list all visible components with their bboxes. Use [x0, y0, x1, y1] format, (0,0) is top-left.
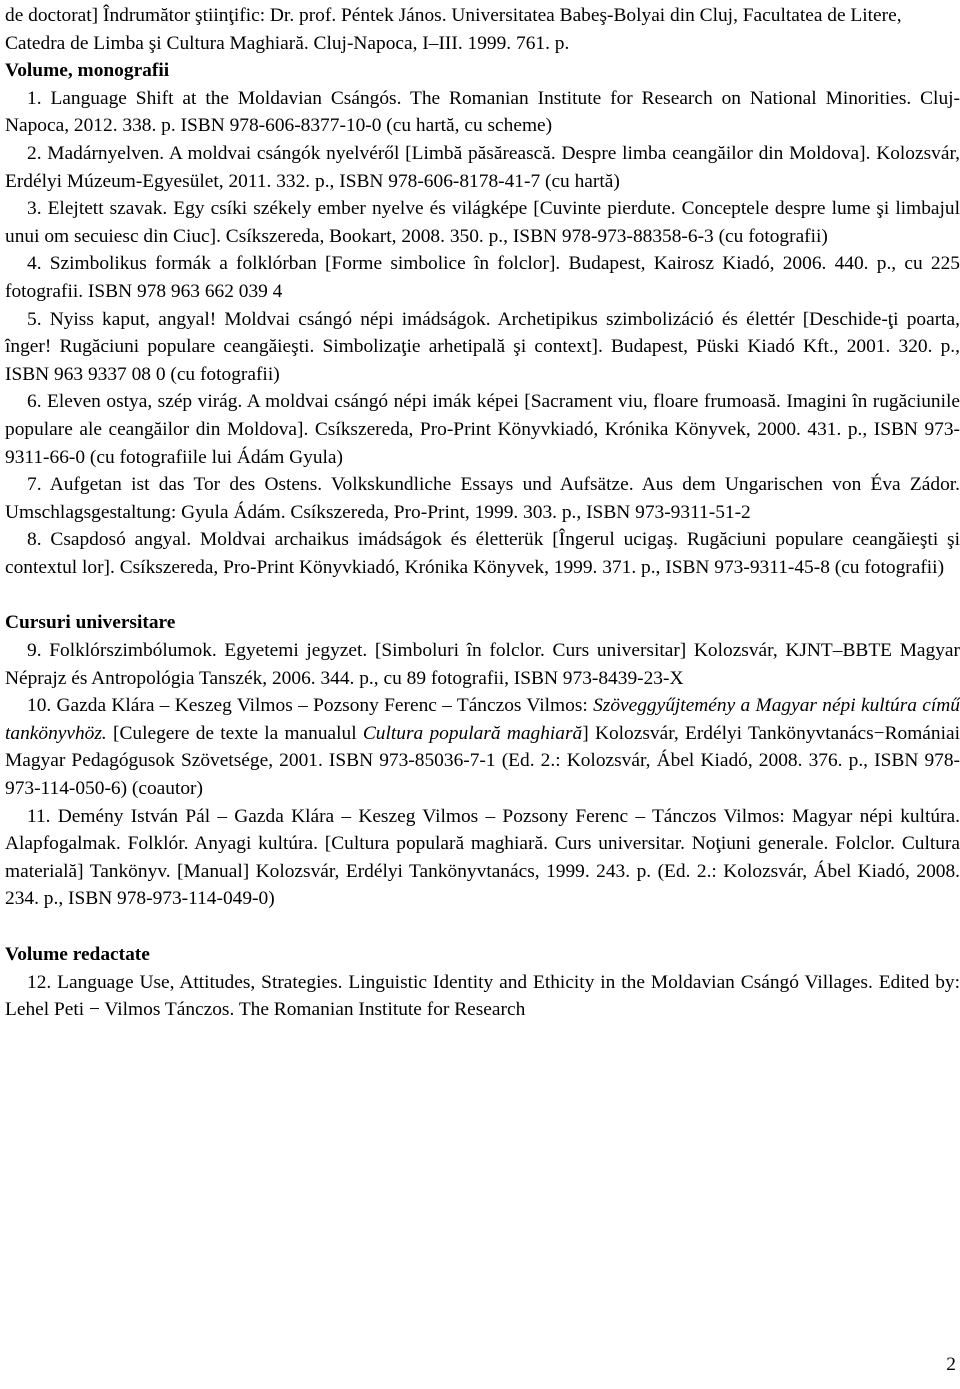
list-item — [5, 692, 960, 802]
list-item: 2. Madárnyelven. A moldvai csángók nyelvéről [Limbă păsărească. Despre limba ceangăilor din Moldova]. Kolozsvár, Erdélyi Múzeum-Egyesület, 2011. 332. p., ISBN 978-606-8178-41-7 (cu hartă) — [5, 142, 960, 192]
entry-title-italic: Szöveggyűjtemény a Magyar népi kultúra című tankönyvhöz. — [5, 695, 960, 744]
list-item: 3. Elejtett szavak. Egy csíki székely ember nyelve és világképe [Cuvinte pierdute. Conceptele despre lume şi limbajul unui om secuiesc din Ciuc]. Csíkszereda, Bookart, 2008. 350. p., ISBN 978-973-88358-6-3 (cu fotografii) — [5, 198, 960, 247]
section-heading-edited: Volume redactate — [5, 944, 150, 965]
list-item: 4. Szimbolikus formák a folklórban [Forme simbolice în folclor]. Budapest, Kairosz Kiadó, 2006. 440. p., cu 225 fotografii. ISBN 978 963 662 039 4 — [5, 253, 960, 302]
list-item: 12. Language Use, Attitudes, Strategies. Linguistic Identity and Ethicity in the Moldavian Csángó Villages. Edited by: Lehel Peti − Vilmos Tánczos. The Romanian Institute for Research — [5, 971, 960, 1021]
list-item: 11. Demény István Pál – Gazda Klára – Keszeg Vilmos – Pozsony Ferenc – Tánczos Vilmos: Magyar népi kultúra. Alapfogalmak. Folklór. Anyagi kultúra. [Cultura populară maghiară. Curs universitar. Noţiuni generale. Folclor. Cultura materială] Tankönyv. [Manual] Kolozsvár, Erdélyi Tankönyvtanács, 1999. 243. p. (Ed. 2.: Kolozsvár, Ábel Kiadó, 2008. 234. p., ISBN 978-973-114-049-0) — [5, 805, 960, 910]
entry-text: ] Kolozsvár, Erdélyi Tankönyvtanács−Romániai Magyar Pedagógusok Szövetsége, 2001. ISBN 973-85036-7-1 (Ed. 2.: Kolozsvár, Ábel Kiadó, 2008. 376. p., ISBN 978-973-114-050-6) (coautor) — [5, 722, 960, 800]
list-item: 7. Aufgetan ist das Tor des Ostens. Volkskundliche Essays und Aufsätze. Aus dem Ungarischen von Éva Zádor. Umschlagsgestaltung: Gyula Ádám. Csíkszereda, Pro-Print, 1999. 303. p., ISBN 973-9311-51-2 — [5, 474, 960, 523]
entry-authors: 10. Gazda Klára – Keszeg Vilmos – Pozsony Ferenc – Tánczos Vilmos: — [27, 695, 594, 717]
list-item: 5. Nyiss kaput, angyal! Moldvai csángó népi imádságok. Archetipikus szimbolizáció és élettér [Deschide-ţi poarta, înger! Rugăciuni populare ceangăieşti. Simbolizaţie arhetipală şi context]. Budapest, Püski Kiadó Kft., 2001. 320. p., ISBN 963 9337 08 0 (cu fotografii) — [5, 308, 960, 385]
intro-paragraph: de doctorat] Îndrumător ştiinţific: Dr. prof. Péntek János. Universitatea Babeş-Bolyai din Cluj, Facultatea de Litere, Catedra de Limba şi Cultura Maghiară. Cluj-Napoca, I–III. 1999. 761. p. — [5, 5, 902, 54]
section-heading-monographs: Volume, monografii — [5, 60, 170, 82]
entry-title-italic: Cultura populară maghiară — [362, 722, 583, 744]
page-number: 2 — [946, 1354, 956, 1375]
section-spacer — [5, 913, 960, 941]
list-item: 1. Language Shift at the Moldavian Csángós. The Romanian Institute for Research on National Minorities. Cluj-Napoca, 2012. 338. p. ISBN 978-606-8377-10-0 (cu hartă, cu scheme) — [5, 87, 960, 137]
entry-text: [Culegere de texte la manualul — [106, 722, 363, 744]
list-item: 9. Folklórszimbólumok. Egyetemi jegyzet. [Simboluri în folclor. Curs universitar] Kolozsvár, KJNT–BBTE Magyar Néprajz és Antropológia Tanszék, 2006. 344. p., cu 89 fotografii, ISBN 973-8439-23-X — [5, 640, 960, 689]
section-spacer — [5, 581, 960, 609]
list-item: 6. Eleven ostya, szép virág. A moldvai csángó népi imák képei [Sacrament viu, floare frumoasă. Imagini în rugăciunile populare ale ceangăilor din Moldova]. Csíkszereda, Pro-Print Könyvkiadó, Krónika Könyvek, 2000. 431. p., ISBN 973-9311-66-0 (cu fotografiile lui Ádám Gyula) — [5, 391, 960, 468]
list-item: 8. Csapdosó angyal. Moldvai archaikus imádságok és életterük [Îngerul ucigaş. Rugăciuni populare ceangăieşti şi contextul lor]. Csíkszereda, Pro-Print Könyvkiadó, Krónika Könyvek, 1999. 371. p., ISBN 973-9311-45-8 (cu fotografii) — [5, 529, 960, 578]
section-heading-courses: Cursuri universitare — [5, 612, 176, 634]
document-page — [5, 2, 960, 1024]
